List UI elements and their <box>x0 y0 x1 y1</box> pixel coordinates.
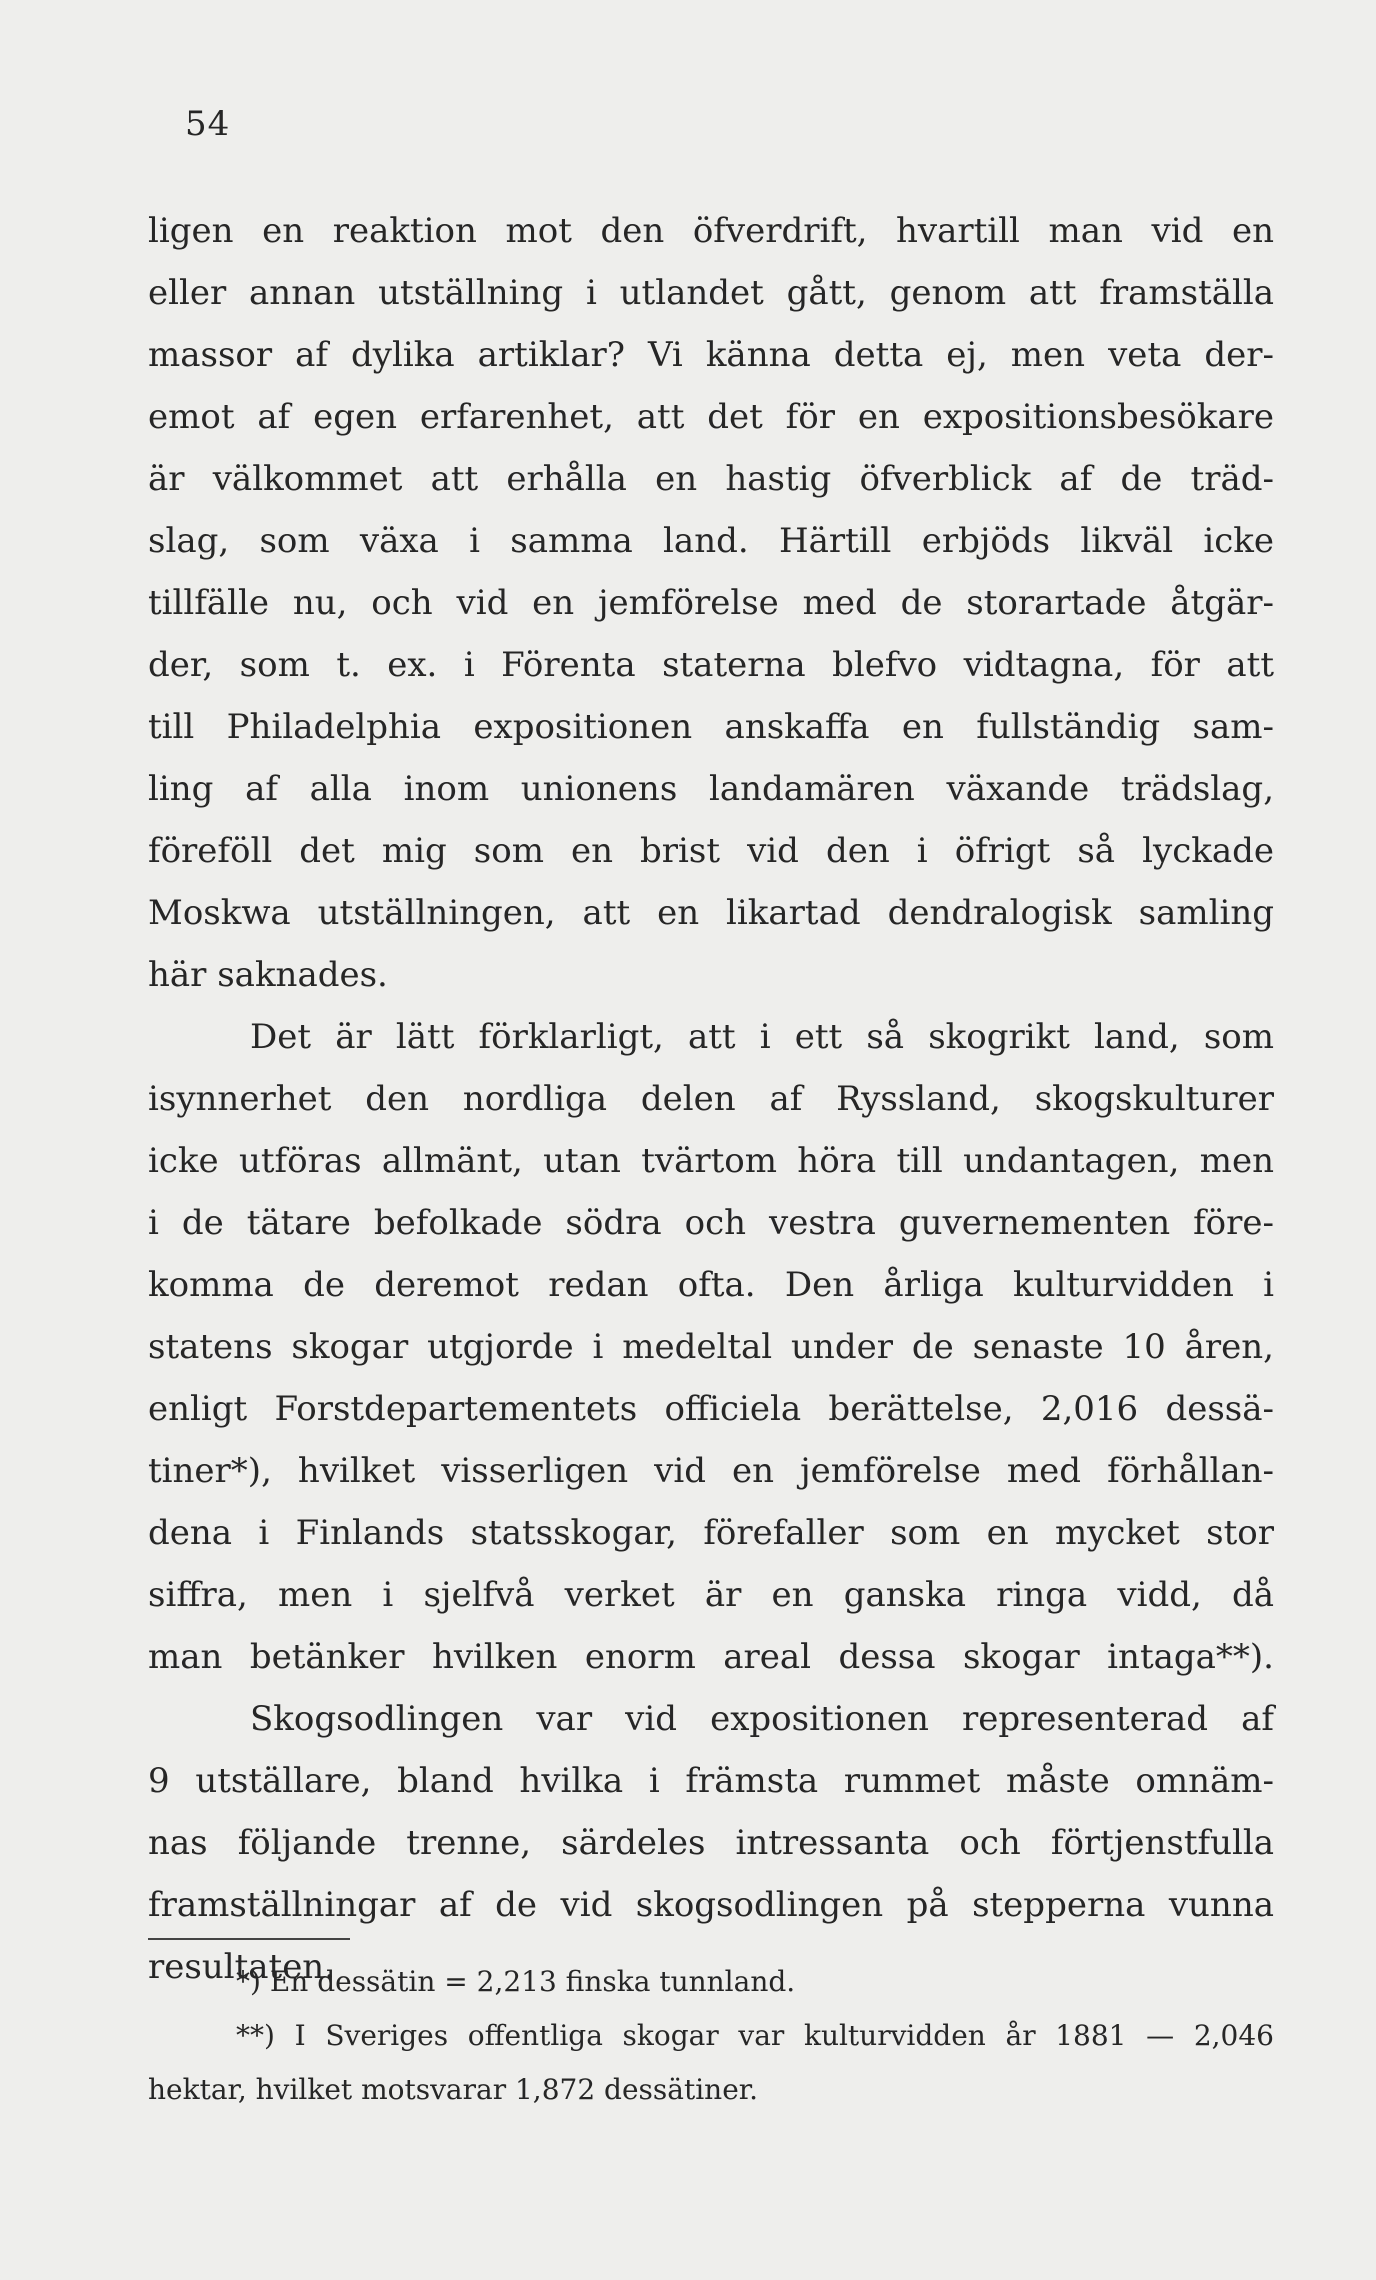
text-line-paragraph-start: Skogsodlingen var vid expositionen representerad af <box>250 1699 1274 1739</box>
text-line: emot af egen erfarenhet, att det för en expositionsbesökare <box>148 397 1274 437</box>
text-line: statens skogar utgjorde i medeltal under de senaste 10 åren, <box>148 1327 1274 1367</box>
text-line: komma de deremot redan ofta. Den årliga kulturvidden i <box>148 1265 1274 1305</box>
text-line: 9 utställare, bland hvilka i främsta rummet måste omnäm- <box>148 1761 1274 1801</box>
text-line: enligt Forstdepartementets officiela berättelse, 2,016 dessä- <box>148 1389 1274 1429</box>
footnote-line: *) En dessätin = 2,213 finska tunnland. <box>236 1965 796 1998</box>
text-line: är välkommet att erhålla en hastig öfverblick af de träd- <box>148 459 1274 499</box>
text-line: dena i Finlands statsskogar, förefaller som en mycket stor <box>148 1513 1274 1553</box>
text-line: i de tätare befolkade södra och vestra guvernementen före- <box>148 1203 1274 1243</box>
text-line: ligen en reaktion mot den öfverdrift, hvartill man vid en <box>148 211 1274 251</box>
text-line: siffra, men i sjelfvå verket är en ganska ringa vidd, då <box>148 1575 1274 1615</box>
page-number: 54 <box>185 104 231 144</box>
text-line: här saknades. <box>148 955 388 995</box>
text-line: icke utföras allmänt, utan tvärtom höra till undantagen, men <box>148 1141 1274 1181</box>
text-line: resultaten. <box>148 1947 336 1987</box>
footnote-divider <box>148 1938 350 1940</box>
text-line: tiner*), hvilket visserligen vid en jemförelse med förhållan- <box>148 1451 1274 1491</box>
footnote-line: hektar, hvilket motsvarar 1,872 dessätiner. <box>148 2073 758 2106</box>
text-line-paragraph-start: Det är lätt förklarligt, att i ett så skogrikt land, som <box>250 1017 1274 1057</box>
text-line: massor af dylika artiklar? Vi känna detta ej, men veta der- <box>148 335 1274 375</box>
footnotes <box>148 1955 1274 2117</box>
text-line: man betänker hvilken enorm areal dessa skogar intaga**). <box>148 1637 1274 1677</box>
text-line: nas följande trenne, särdeles intressanta och förtjenstfulla <box>148 1823 1274 1863</box>
body-text <box>148 200 1274 1998</box>
text-line: föreföll det mig som en brist vid den i öfrigt så lyckade <box>148 831 1274 871</box>
text-line: ling af alla inom unionens landamären växande trädslag, <box>148 769 1274 809</box>
text-line: isynnerhet den nordliga delen af Ryssland, skogskulturer <box>148 1079 1274 1119</box>
text-line: till Philadelphia expositionen anskaffa en fullständig sam- <box>148 707 1274 747</box>
text-line: slag, som växa i samma land. Härtill erbjöds likväl icke <box>148 521 1274 561</box>
text-line: tillfälle nu, och vid en jemförelse med de storartade åtgär- <box>148 583 1274 623</box>
text-line: Moskwa utställningen, att en likartad dendralogisk samling <box>148 893 1274 933</box>
footnote-line: **) I Sveriges offentliga skogar var kulturvidden år 1881 — 2,046 <box>236 2019 1274 2052</box>
text-line: framställningar af de vid skogsodlingen på stepperna vunna <box>148 1885 1274 1925</box>
text-line: der, som t. ex. i Förenta staterna blefvo vidtagna, för att <box>148 645 1274 685</box>
text-line: eller annan utställning i utlandet gått, genom att framställa <box>148 273 1274 313</box>
